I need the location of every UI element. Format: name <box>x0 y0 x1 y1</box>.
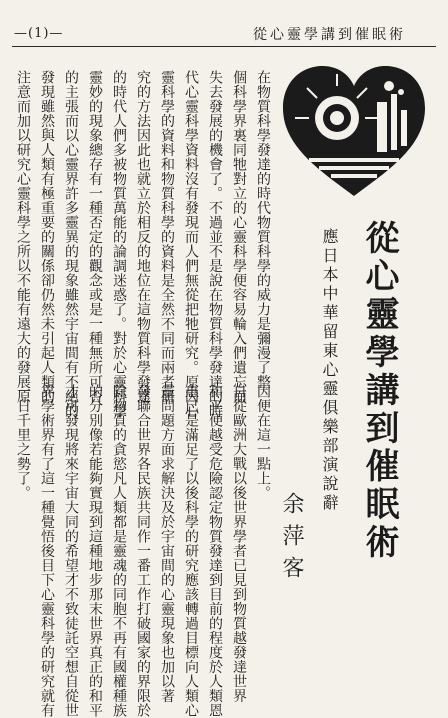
body-column: 發現雖然與人類有極重要的關係卻仍然未引起人類的 <box>39 70 55 404</box>
body-column: 代心靈科學資料沒有發現而人們無從把牠研究。原因心 <box>183 70 199 418</box>
body-column: 一日千里之勢了。 <box>15 384 31 500</box>
body-column: 發聯合世界各民族共同作一番工作打破國家的界限於 <box>135 384 151 718</box>
body-column: 除物質的貪慾凡人類都是靈魂的同胞不再有國權種族 <box>111 384 127 718</box>
body-column: 界學術界有了這一種覺悟後目下心靈科學的研究就有 <box>39 384 55 718</box>
body-column: 注意而加以研究心靈科學之所以不能有遠大的發展原 <box>15 70 31 404</box>
article-subtitle: 應日本中華留東心靈俱樂部演說辭 <box>320 228 339 513</box>
body-column: 惠已是滿足了以後科學的研究應該轉過目標向人類心 <box>183 384 199 718</box>
body-column: 的時代人們多被物質萬能的論調迷惑了。對於心靈科學 <box>111 70 127 418</box>
body-column: 靈問題方面求解決及於宇宙間的心靈現象也加以著 <box>159 384 175 703</box>
header-rule <box>12 46 436 47</box>
page-number: —(1)— <box>14 26 64 41</box>
article-author: 余萍客 <box>279 492 304 588</box>
body-column: 因便在這一點上。 <box>255 384 271 500</box>
running-title: 從心靈學講到催眠術 <box>253 27 406 43</box>
heart-emblem-icon <box>279 62 429 202</box>
body-column: 靈科學的資料和物質科學的資料是全然不同而兩者研 <box>159 70 175 404</box>
body-column: 靈妙的現象總存有一種否定的觀念或是一種無所可否 <box>87 70 103 404</box>
article-title: 從心靈學講到催眠術 <box>359 220 399 562</box>
body-column: 自從歐洲大戰以後世界學者已見到物質越發達世界 <box>231 384 247 703</box>
body-column: 究的方法因此也就立於相反的地位在這物質科學發達 <box>135 70 151 404</box>
body-column: 才可發現將來宇宙大同的希望才不致徒託空想自從世 <box>63 384 79 718</box>
body-column: 在物質科學發達的時代物質科學的威力是彌漫了整 <box>255 70 271 389</box>
body-column: 和平便越受危險認定物質發達到目前的程度於人類恩 <box>207 384 223 718</box>
body-column: 的分別像若能夠實現到這種地步那末世界真正的和平 <box>87 384 103 718</box>
body-column: 失去發展的機會了。不過並不是說在物質科學發達的時 <box>207 70 223 418</box>
body-column: 個科學界裏同牠對立的心靈科學便容易輪入們遺忘而 <box>231 70 247 404</box>
body-column: 的主張而以心靈界許多靈異的現象雖然宇宙間有不絕的 <box>63 70 79 418</box>
